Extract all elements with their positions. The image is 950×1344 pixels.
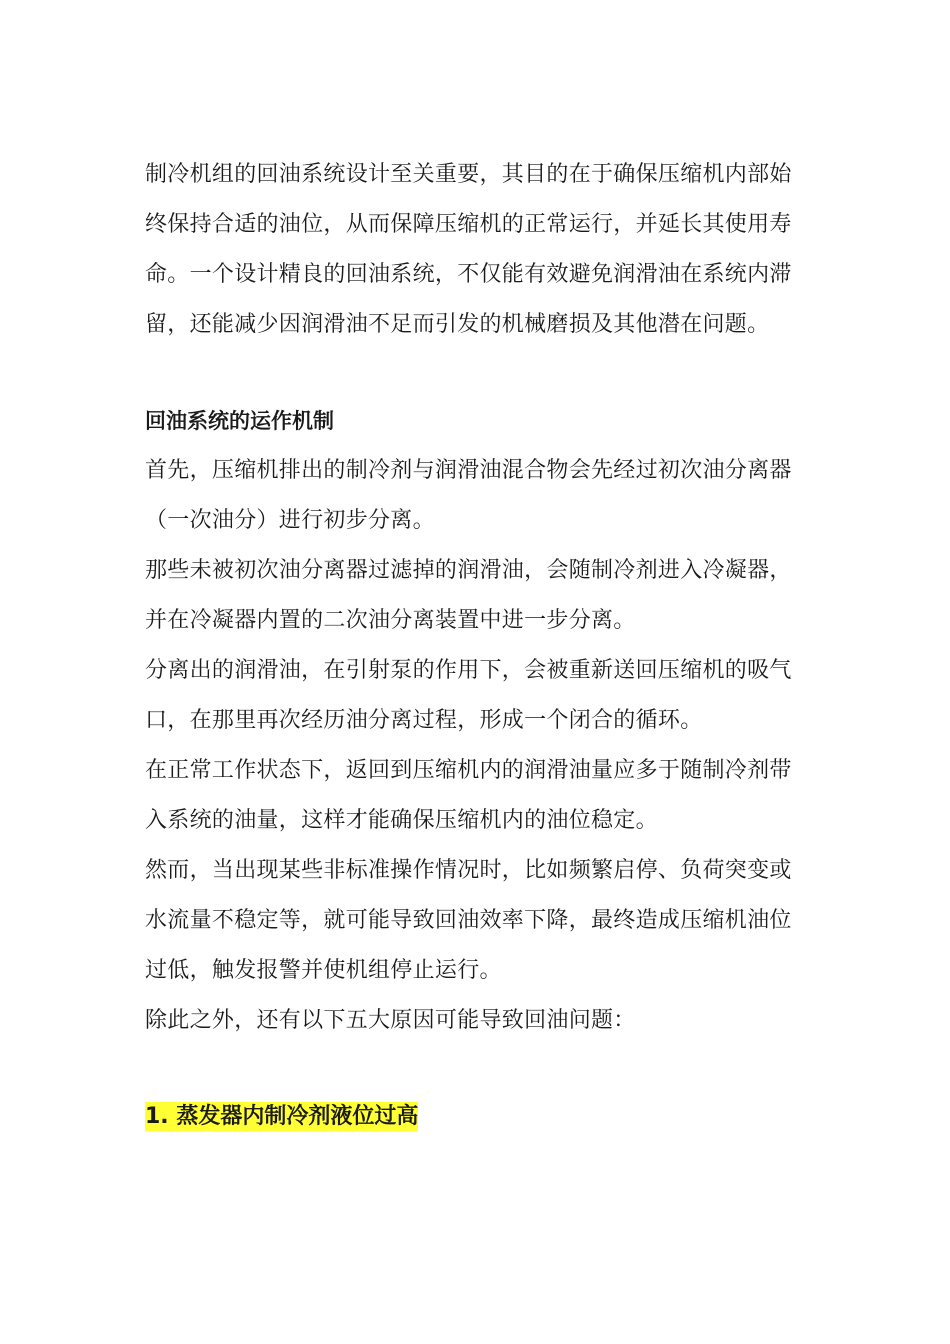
list-heading: [145, 1092, 810, 1142]
paragraph-second-separation: 那些未被初次油分离器过滤掉的润滑油，会随制冷剂进入冷凝器，并在冷凝器内置的二次油分离装置中进一步分离。: [145, 558, 792, 633]
paragraph-normal-state: 在正常工作状态下，返回到压缩机内的润滑油量应多于随制冷剂带入系统的油量，这样才能确保压缩机内的油位稳定。: [145, 758, 792, 833]
paragraph-five-causes: 除此之外，还有以下五大原因可能导致回油问题：: [145, 1008, 636, 1033]
paragraph-first-separation: 首先，压缩机排出的制冷剂与润滑油混合物会先经过初次油分离器（一次油分）进行初步分离。: [145, 458, 792, 533]
section-heading: 回油系统的运作机制: [145, 409, 334, 433]
document-page: [145, 150, 810, 1142]
paragraph-abnormal-state: 然而，当出现某些非标准操作情况时，比如频繁启停、负荷突变或水流量不稳定等，就可能导致回油效率下降，最终造成压缩机油位过低，触发报警并使机组停止运行。: [145, 858, 792, 983]
highlighted-heading-text: 1. 蒸发器内制冷剂液位过高: [145, 1104, 419, 1129]
paragraph-oil-return-loop: 分离出的润滑油，在引射泵的作用下，会被重新送回压缩机的吸气口，在那里再次经历油分离过程，形成一个闭合的循环。: [145, 658, 792, 733]
intro-paragraph: 制冷机组的回油系统设计至关重要，其目的在于确保压缩机内部始终保持合适的油位，从而保障压缩机的正常运行，并延长其使用寿命。一个设计精良的回油系统，不仅能有效避免润滑油在系统内滞留，还能减少因润滑油不足而引发的机械磨损及其他潜在问题。: [145, 162, 792, 337]
